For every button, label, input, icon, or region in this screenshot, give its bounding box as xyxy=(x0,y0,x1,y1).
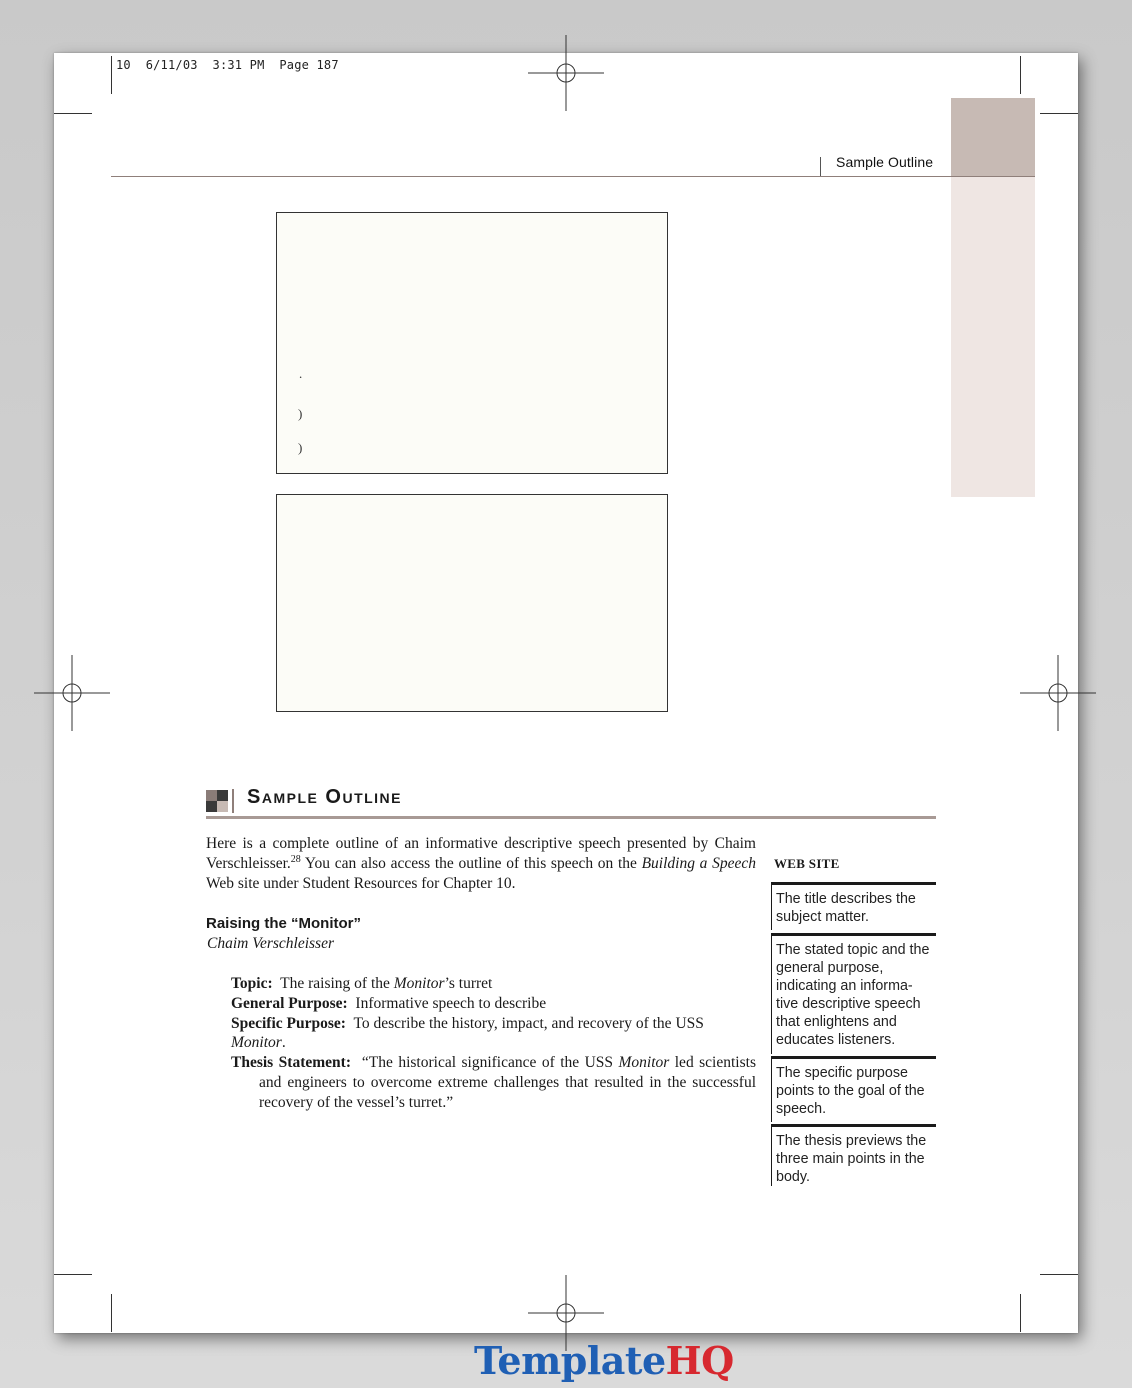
crop-mark xyxy=(1040,113,1078,114)
margin-note: The stated topic and the general purpose, indicating an informa-tive descriptive speech that enlightens and educates listeners. xyxy=(771,933,936,1054)
chapter-tab-light xyxy=(951,177,1035,497)
specific-purpose-label: Specific Purpose: xyxy=(231,1014,346,1032)
section-title: Sample Outline xyxy=(247,786,403,808)
general-purpose-line xyxy=(231,994,756,1014)
topic-label: Topic: xyxy=(231,975,273,992)
book-title: Building a Speech xyxy=(641,854,756,872)
crop-mark xyxy=(54,113,92,114)
crop-mark xyxy=(1040,1274,1078,1275)
speech-purpose-block xyxy=(231,974,756,1113)
speech-title: Raising the “Monitor” xyxy=(206,915,361,932)
intro-text: Web site under Student Resources for Chapter 10. xyxy=(206,874,516,892)
intro-text: You can also access the outline of this speech on the xyxy=(300,854,642,872)
logo-text: Template xyxy=(474,1338,666,1383)
image-placeholder-box-1 xyxy=(276,212,668,474)
margin-note: The specific purpose points to the goal of the speech. xyxy=(771,1056,936,1122)
intro-text: Here is a complete outline of an informative descriptive speech presented by Chaim Verschleisser. xyxy=(206,835,756,872)
thesis-text: “The historical significance of the USS xyxy=(361,1054,619,1072)
running-head: Sample Outline xyxy=(836,154,934,170)
general-purpose-label: General Purpose: xyxy=(231,994,348,1012)
chapter-tab-dark xyxy=(951,98,1035,177)
section-rule xyxy=(206,816,936,819)
running-head-rule xyxy=(111,176,1035,177)
topic-text: ’s turret xyxy=(444,975,493,992)
web-site-label: WEB SITE xyxy=(774,856,840,871)
box-mark: . xyxy=(299,366,303,381)
crop-mark xyxy=(111,1294,112,1332)
crop-mark xyxy=(54,1274,92,1275)
specific-purpose-text: To describe the history, impact, and recovery of the USS xyxy=(353,1014,704,1032)
section-title-divider xyxy=(232,789,234,813)
section-checker-icon xyxy=(206,790,228,812)
intro-paragraph xyxy=(206,834,756,893)
topic-text: The raising of the xyxy=(280,975,394,992)
thesis-italic: Monitor xyxy=(618,1054,670,1072)
document-page xyxy=(54,53,1078,1333)
print-slug: 10 6/11/03 3:31 PM Page 187 xyxy=(116,58,339,72)
crop-mark xyxy=(111,56,112,94)
logo-text: HQ xyxy=(665,1338,734,1383)
registration-mark-right xyxy=(1020,655,1096,731)
topic-italic: Monitor xyxy=(393,975,445,992)
crop-mark xyxy=(1020,1294,1021,1332)
box-mark: ) xyxy=(298,406,303,421)
thesis-label: Thesis Statement: xyxy=(231,1054,351,1072)
registration-mark-left xyxy=(34,655,110,731)
margin-note: The title describes the subject matter. xyxy=(771,882,936,930)
topic-line xyxy=(231,974,756,994)
margin-note: The thesis previews the three main points in the body. xyxy=(771,1124,936,1186)
specific-purpose-text: . xyxy=(281,1034,286,1052)
thesis-text: led scientists and engineers to overcome extreme challenges that resulted in the successful recovery of the vessel’s turret.” xyxy=(259,1054,756,1111)
box-mark: ) xyxy=(298,440,303,455)
general-purpose-text: Informative speech to describe xyxy=(355,994,547,1012)
crop-mark xyxy=(1020,56,1021,94)
speech-author: Chaim Verschleisser xyxy=(207,935,335,952)
footnote-ref: 28 xyxy=(290,853,301,865)
registration-mark-top xyxy=(528,35,604,111)
thesis-line xyxy=(231,1053,756,1112)
running-head-divider xyxy=(820,157,821,176)
specific-purpose-line xyxy=(231,1014,756,1054)
image-placeholder-box-2 xyxy=(276,494,668,712)
specific-purpose-italic: Monitor xyxy=(231,1034,282,1052)
templatehq-logo xyxy=(474,1338,734,1383)
